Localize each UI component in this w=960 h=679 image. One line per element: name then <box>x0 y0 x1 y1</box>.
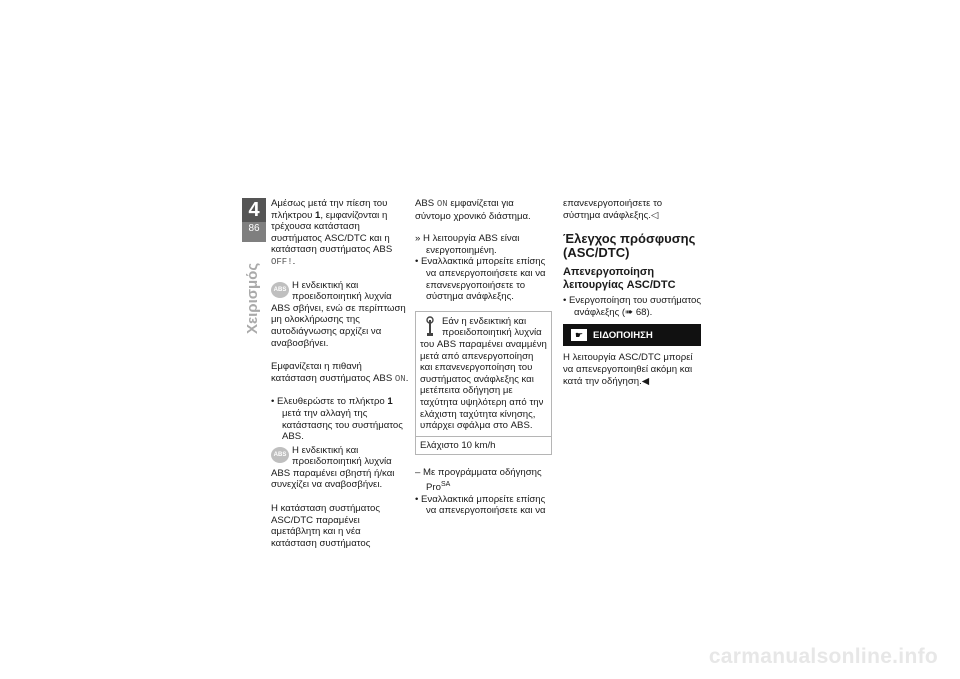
dash-pro-modes: – Με προγράμματα οδήγησης Pro$^{SA}$ <box>415 467 542 494</box>
section-heading: Έλεγχος πρόσφυσης (ASC/DTC) <box>563 231 696 261</box>
result-abs-active: » Η λειτουργία ABS είναι ενεργοποιημένη. <box>415 233 520 256</box>
column-1 <box>271 198 409 560</box>
abs-warning-icon: ABS <box>271 447 289 463</box>
column-2 <box>415 198 552 517</box>
watermark: carmanualsonline.info <box>708 645 938 668</box>
bullet-switch-on-ignition: • Ενεργοποίηση του συστήματος ανάφλεξης (➠ 68). <box>563 295 701 318</box>
paragraph-1: Αμέσως μετά την πίεση του πλήκτρου 1, εμφανίζονται η τρέχουσα κατάσταση συστήματος ASC/DTC και η κατάσταση συστήματος ABS OFF!. <box>271 198 393 267</box>
bullet-release-button: • Ελευθερώστε το πλήκτρο 1 μετά την αλλαγή της κατάστασης του συστήματος ABS. <box>271 396 403 443</box>
paragraph-warning-text: Η λειτουργία ASC/DTC μπορεί να απενεργοποιηθεί ακόμη και κατά την οδήγηση.◀ <box>563 352 693 387</box>
paragraph-3: Η κατάσταση συστήματος ASC/DTC παραμένει αμετάβλητη και η νέα κατάσταση συστήματος <box>271 503 380 549</box>
bullet-ignition-2: • Εναλλακτικά μπορείτε επίσης να απενεργοποιήσετε και να <box>415 493 546 517</box>
note-abs-1: ABS Η ενδεικτική και προειδοποιητική λυχνία ABS σβήνει, ενώ σε περίπτωση μη ολοκλήρωσης της αυτοδιάγνωσης αρχίζει να αναβοσβήνει. <box>271 279 406 349</box>
paragraph-continued: επανενεργοποιήσετε το σύστημα ανάφλεξης.◁ <box>563 198 663 221</box>
abs-warning-icon: ABS <box>271 282 289 298</box>
note-abs-2: ABS Η ενδεικτική και προειδοποιητική λυχνία ABS παραμένει σβηστή ή/και συνεχίζει να αναβοσβήνει. <box>271 444 395 491</box>
paragraph-2: Εμφανίζεται η πιθανή κατάσταση συστήματος ABS ON. <box>271 361 409 384</box>
technical-note-box: Εάν η ενδεικτική και προειδοποιητική λυχνία του ABS παραμένει αναμμένη μετά από απενεργοποίηση και επανενεργοποίηση του συστήματος ανάφλεξης και μετέπειτα οδήγηση με ταχύτητα υψηλότερη από την ελάχιστη ταχύτητα κίνησης, υπάρχει σφάλμα στο ABS. Ελάχιστο 10 km/h <box>415 311 552 456</box>
bullet-ignition: • Εναλλακτικά μπορείτε επίσης να απενεργοποιήσετε και να επανενεργοποιήσετε το σύστημα ανάφλεξης. <box>415 256 546 303</box>
paragraph-abs-on: ABS ON εμφανίζεται για σύντομο χρονικό διάστημα. <box>415 198 531 222</box>
warning-hand-icon: ☛ <box>571 329 587 341</box>
chapter-number: 4 <box>242 198 266 222</box>
column-3 <box>563 198 701 398</box>
min-speed-value: Ελάχιστο 10 km/h <box>416 436 551 455</box>
warning-banner: ☛ ΕΙΔΟΠΟΙΗΣΗ <box>563 324 701 346</box>
chapter-title-vertical: Χειρισμός <box>244 262 261 334</box>
page-number: 86 <box>248 223 260 234</box>
subsection-heading: Απενεργοποίηση λειτουργίας ASC/DTC <box>563 266 676 292</box>
wrench-icon <box>424 316 436 338</box>
